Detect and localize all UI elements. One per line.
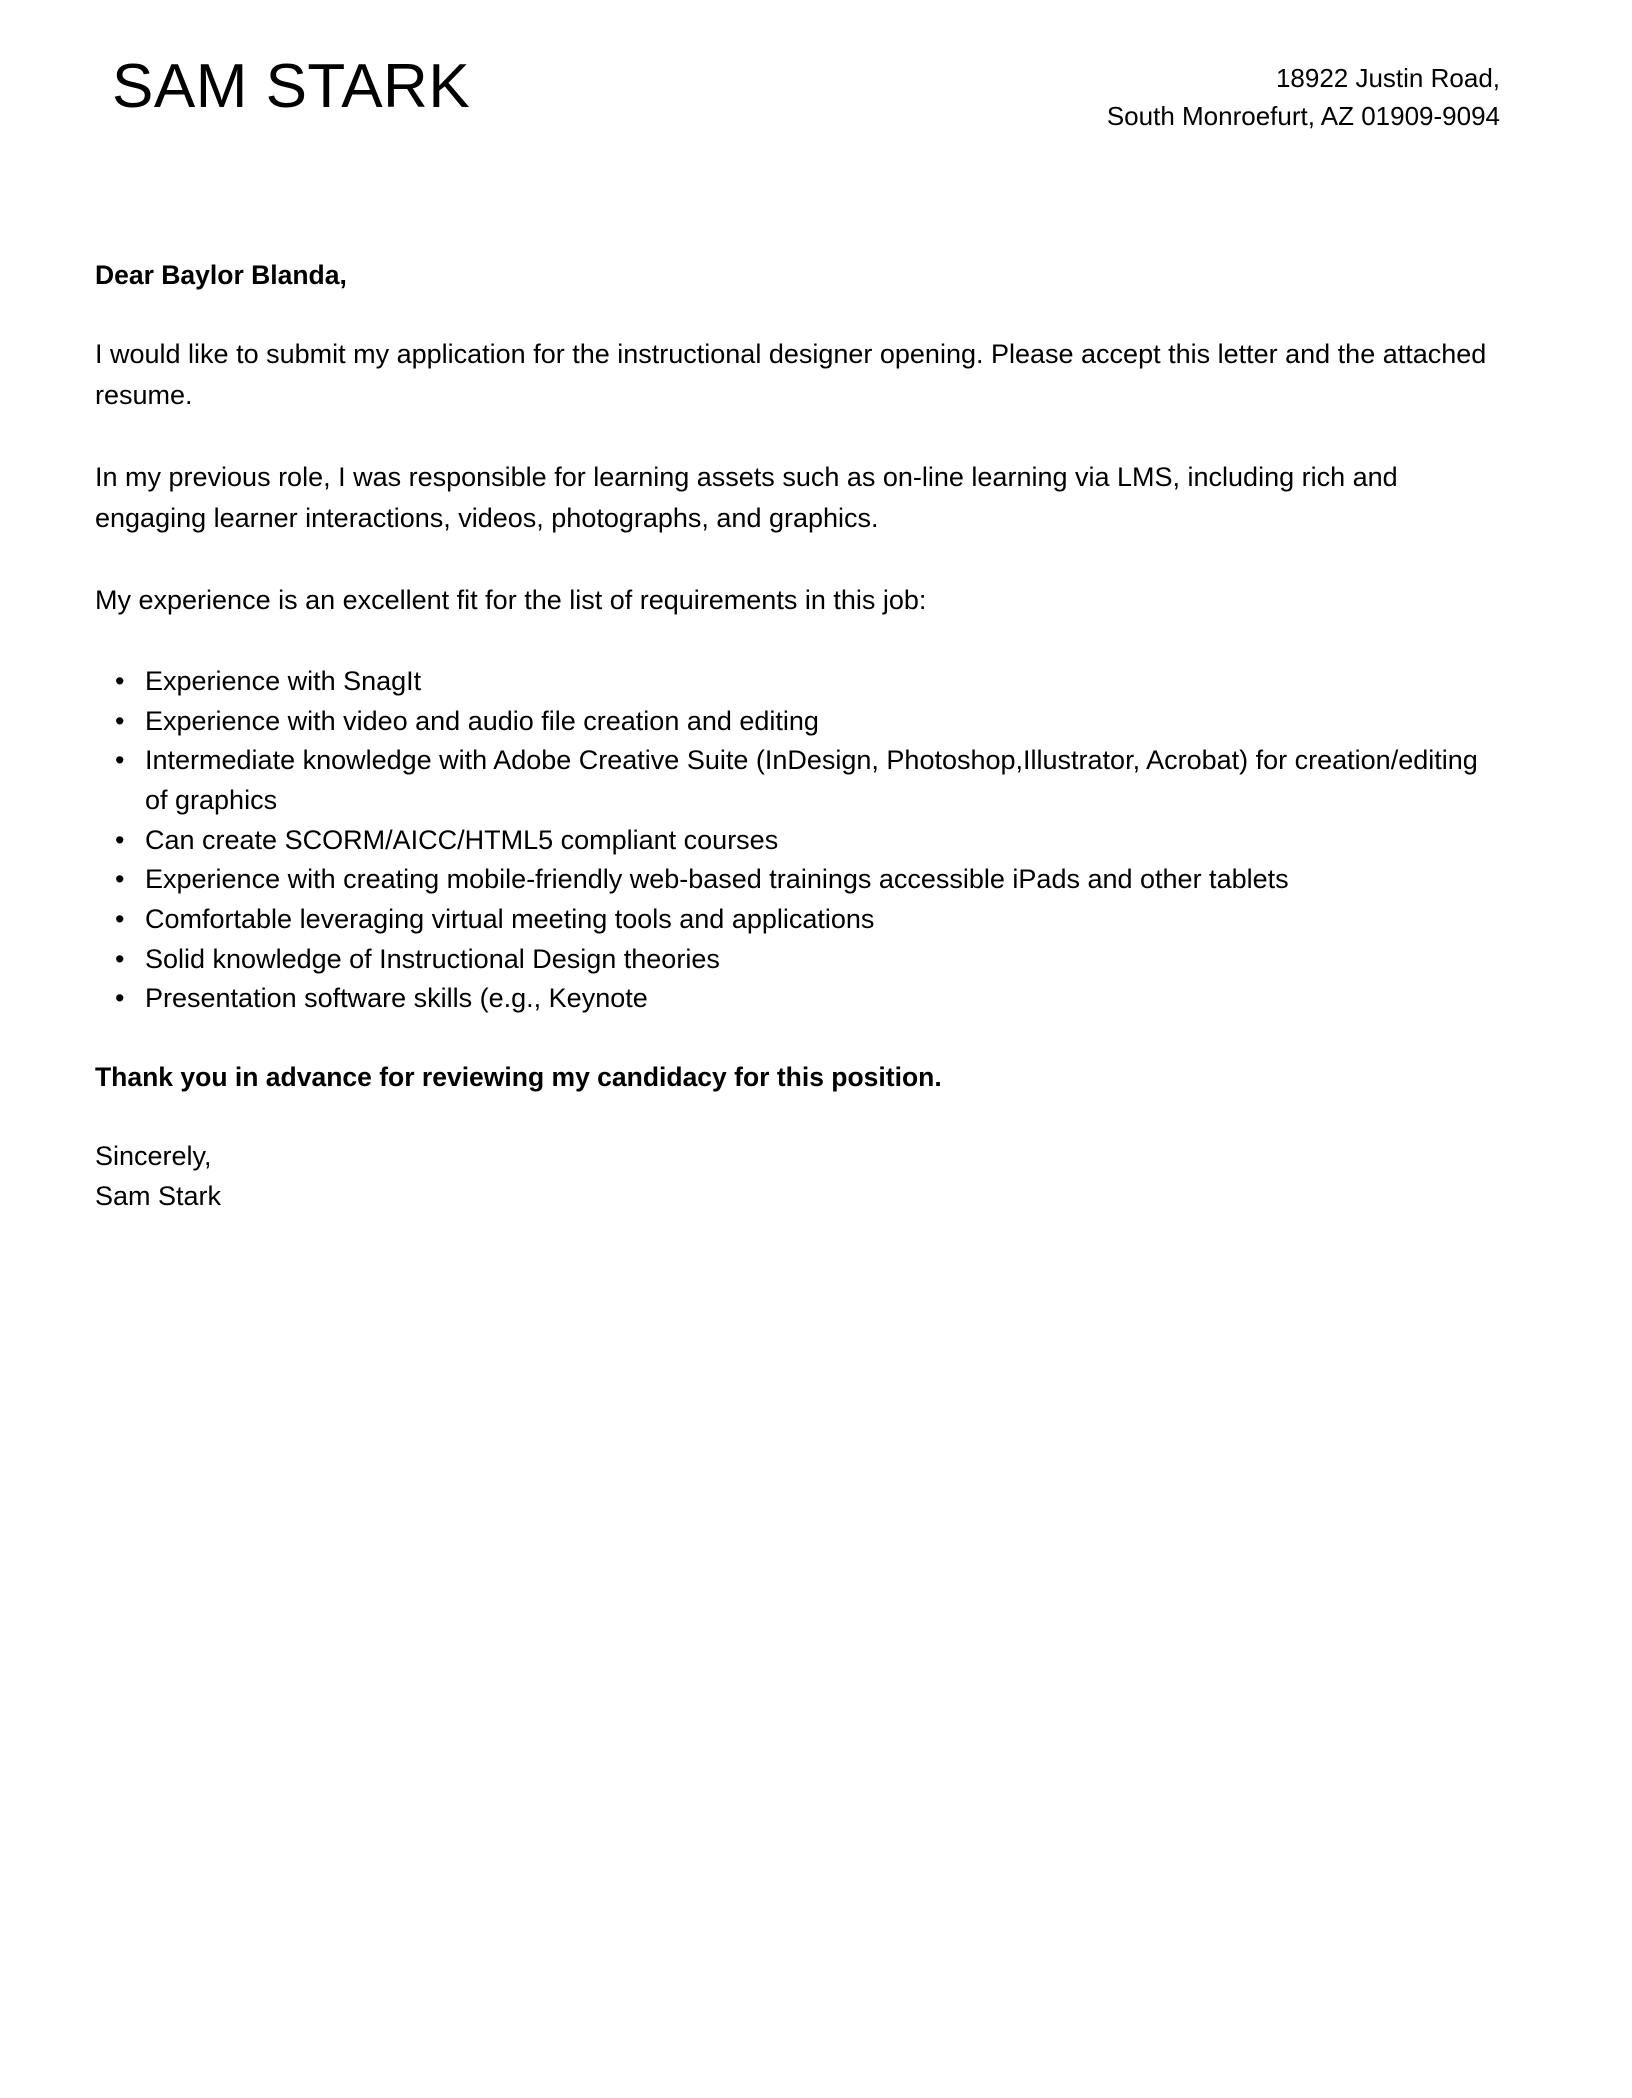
list-item: • Experience with creating mobile-friendly web-based trainings accessible iPads and other tablets: [95, 860, 1500, 900]
letter-header: [95, 54, 1500, 136]
list-item: • Comfortable leveraging virtual meeting tools and applications: [95, 900, 1500, 940]
salutation: Dear Baylor Blanda,: [95, 260, 347, 290]
sender-name: SAM STARK: [112, 52, 471, 121]
letter-body: [95, 258, 1500, 1217]
body-paragraph-1: I would like to submit my application for the instructional designer opening. Please accept this letter and the attached resume.: [95, 338, 1487, 410]
list-item: • Experience with SnagIt: [95, 662, 1500, 702]
list-item: • Presentation software skills (e.g., Keynote: [95, 979, 1500, 1019]
requirements-list: [95, 662, 1500, 1019]
signoff-valediction: Sincerely,: [95, 1140, 212, 1171]
address-line-street: 18922 Justin Road,: [1275, 63, 1500, 93]
list-item: • Intermediate knowledge with Adobe Creative Suite (InDesign, Photoshop,Illustrator, Acrobat) for creation/editing of graphics: [95, 741, 1500, 820]
signoff-name: Sam Stark: [95, 1180, 222, 1211]
signature-block: [95, 1137, 1500, 1217]
sender-address: [1107, 54, 1500, 136]
list-item: • Experience with video and audio file creation and editing: [95, 702, 1500, 742]
body-paragraph-2: In my previous role, I was responsible for learning assets such as on-line learning via LMS, including rich and engaging learner interactions, videos, photographs, and graphics.: [95, 461, 1398, 533]
list-item: • Can create SCORM/AICC/HTML5 compliant courses: [95, 821, 1500, 861]
list-item: • Solid knowledge of Instructional Design theories: [95, 940, 1500, 980]
address-line-city-state-zip: South Monroefurt, AZ 01909-9094: [1106, 100, 1500, 131]
body-paragraph-3: My experience is an excellent fit for the list of requirements in this job:: [95, 584, 927, 615]
closing-statement: Thank you in advance for reviewing my candidacy for this position.: [95, 1062, 942, 1093]
